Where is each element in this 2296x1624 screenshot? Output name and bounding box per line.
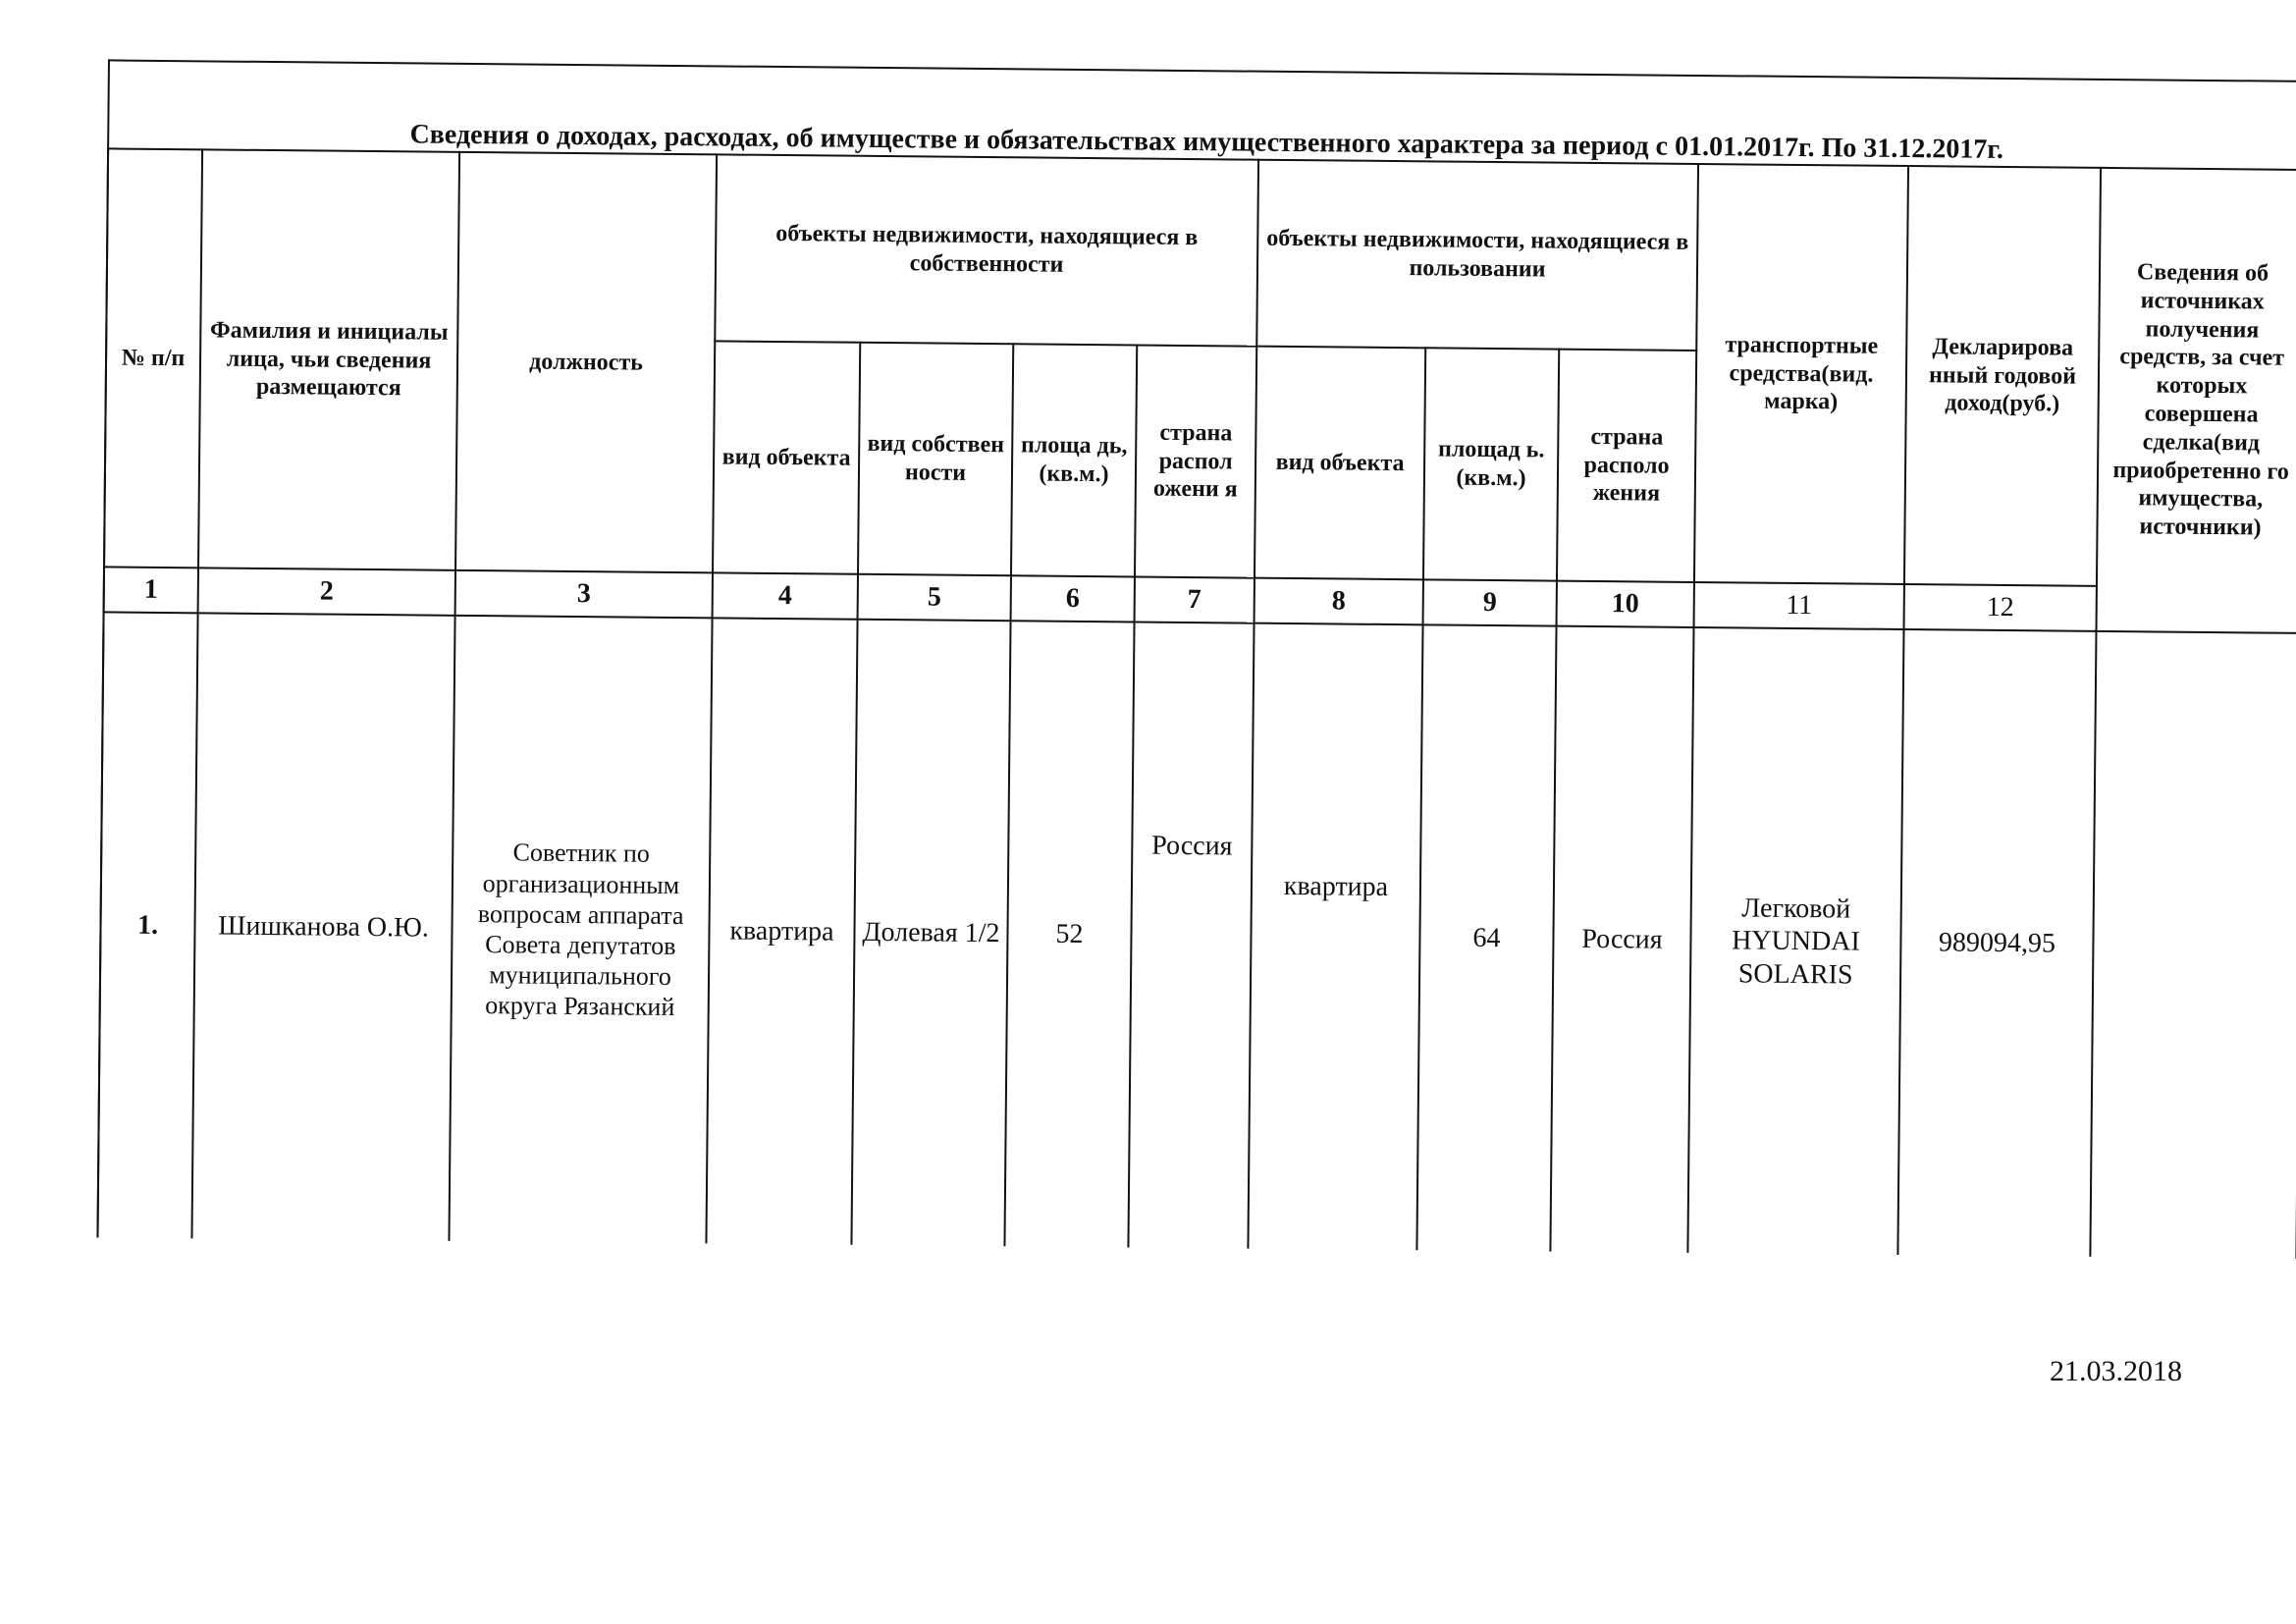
header-name: Фамилия и инициалы лица, чьи сведения размещаются [198, 149, 459, 569]
header-row-1 [106, 148, 2296, 355]
header-used-area: площад ь. (кв.м.) [1423, 348, 1559, 580]
row-used-area: 64 [1416, 624, 1556, 1251]
col-number: 4 [713, 572, 858, 619]
col-number: 10 [1557, 581, 1694, 627]
col-number: 3 [455, 570, 713, 619]
row-owned-area: 52 [1004, 621, 1134, 1247]
col-number: 1 [104, 567, 198, 613]
row-owned-country: Россия [1128, 622, 1254, 1248]
col-number: 8 [1255, 578, 1423, 625]
header-num: № п/п [104, 148, 202, 568]
header-position: должность [455, 152, 717, 572]
header-owned-country: страна распол ожени я [1135, 345, 1256, 577]
header-sources: Сведения об источниках получения средств, за счет которых совершена сделка(вид приобретенно го имущества, источники) [2097, 168, 2296, 633]
header-owned-ownership: вид собствен ности [858, 343, 1013, 575]
row-owned-ownership: Долевая 1/2 [851, 620, 1010, 1246]
row-vehicles: Легковой HYUNDAI SOLARIS [1687, 627, 1903, 1255]
col-number: 9 [1423, 579, 1557, 625]
col-number: 11 [1694, 582, 1904, 629]
col-number: 5 [858, 574, 1011, 621]
header-income: Декларирова нный годовой доход(руб.) [1904, 166, 2101, 586]
row-used-type: квартира [1248, 623, 1422, 1251]
row-used-country: Россия [1550, 626, 1693, 1253]
header-owned-area: площа дь, (кв.м.) [1011, 344, 1137, 576]
declaration-sheet [53, 59, 2296, 1259]
col-number: 12 [1904, 584, 2097, 631]
row-income: 989094,95 [1897, 629, 2096, 1257]
header-used-group: объекты недвижимости, находящиеся в пользовании [1256, 160, 1698, 351]
table-row [97, 612, 2296, 1258]
col-number: 7 [1135, 576, 1255, 623]
row-num: 1. [97, 612, 197, 1238]
header-owned-group: объекты недвижимости, находящиеся в собственности [715, 154, 1258, 346]
col-number: 2 [198, 568, 455, 616]
document-date: 21.03.2018 [2050, 1355, 2182, 1387]
row-owned-type: квартира [706, 618, 857, 1244]
header-used-country: страна располо жения [1557, 350, 1696, 582]
row-sources [2090, 631, 2296, 1259]
top-border [108, 59, 2296, 82]
header-used-type: вид объекта [1255, 347, 1425, 580]
row-name: Шишканова О.Ю. [191, 613, 454, 1240]
row-position: Советник по организационным вопросам аппарата Совета депутатов муниципального округа Рязанский [449, 616, 712, 1243]
header-owned-type: вид объекта [713, 341, 860, 573]
col-number: 6 [1011, 575, 1135, 622]
header-vehicles: транспортные средства(вид. марка) [1694, 164, 1908, 584]
document-title: Сведения о доходах, расходах, об имуществе и обязательствах имущественного характера за период с 01.01.2017г. По 31.12.2017г. [409, 119, 2004, 165]
declaration-table [96, 147, 2296, 1258]
